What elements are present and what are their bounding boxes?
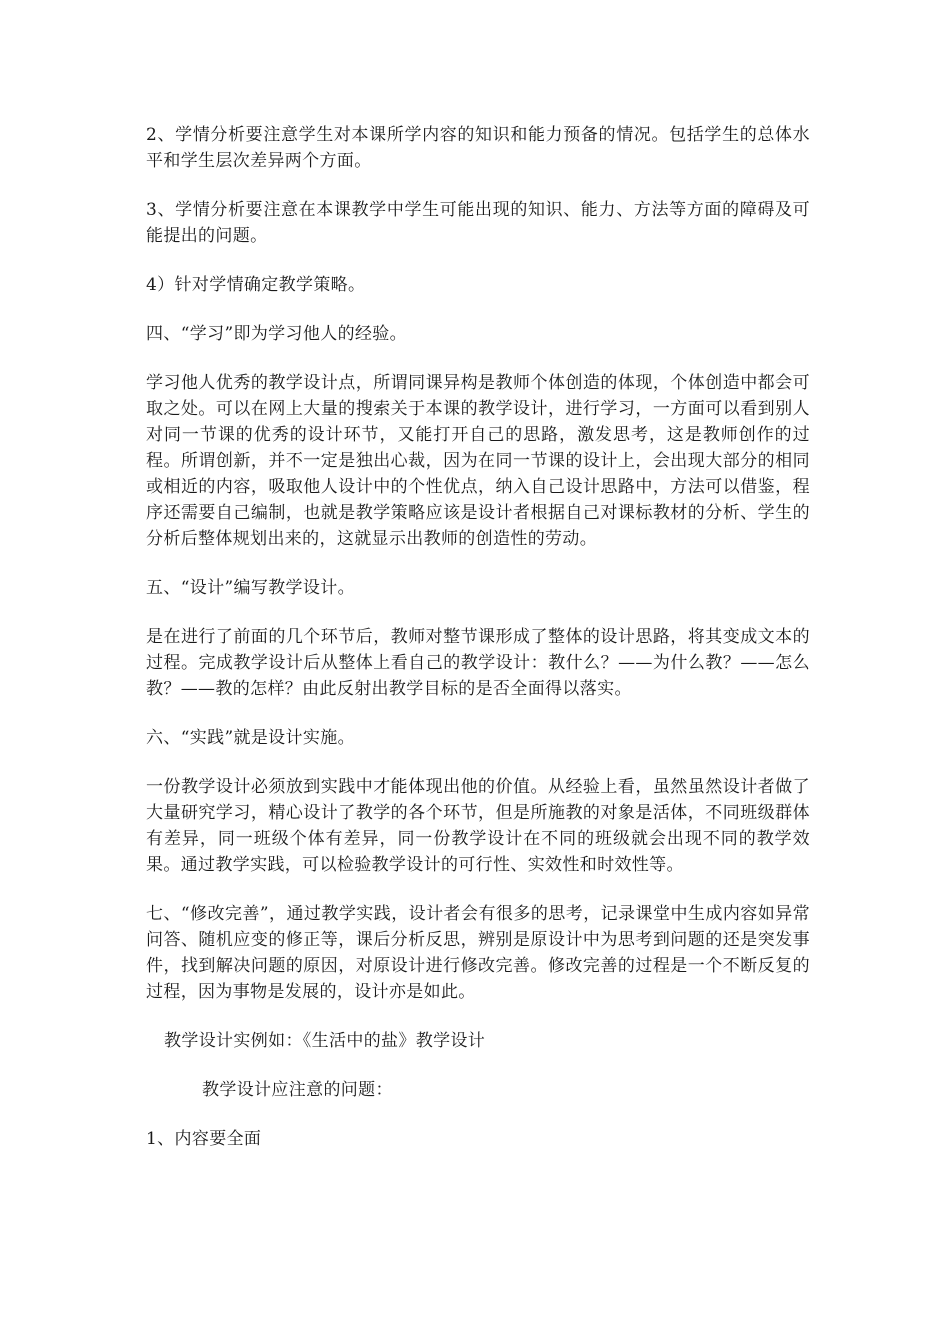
paragraph-section-7: 七、“修改完善”，通过教学实践，设计者会有很多的思考，记录课堂中生成内容如异常问答、随机应变的修正等，课后分析反思，辨别是原设计中为思考到问题的还是突发事件，找到解决问题的原因，对原设计进行修改完善。修改完善的过程是一个不断反复的过程，因为事物是发展的，设计亦是如此。	[146, 904, 810, 1002]
paragraph-note-1: 1、内容要全面	[146, 1129, 262, 1149]
heading-section-5: 五、“设计”编写教学设计。	[146, 578, 355, 598]
paragraph-section-4-body: 学习他人优秀的教学设计点，所谓同课异构是教师个体创造的体现，个体创造中都会可取之处。可以在网上大量的搜索关于本课的教学设计，进行学习，一方面可以看到别人对同一节课的优秀的设计环节，又能打开自己的思路，激发思考，这是教师创作的过程。所谓创新，并不一定是独出心裁，因为在同一节课的设计上，会出现大部分的相同或相近的内容，吸取他人设计中的个性优点，纳入自己设计思路中，方法可以借鉴，程序还需要自己编制，也就是教学策略应该是设计者根据自己对课标教材的分析、学生的分析后整体规划出来的，这就显示出教师的创造性的劳动。	[146, 373, 810, 549]
paragraph-learning-analysis-2: 2、学情分析要注意学生对本课所学内容的知识和能力预备的情况。包括学生的总体水平和学生层次差异两个方面。	[146, 125, 810, 171]
paragraph-section-6-body: 一份教学设计必须放到实践中才能体现出他的价值。从经验上看，虽然虽然设计者做了大量研究学习，精心设计了教学的各个环节，但是所施教的对象是活体，不同班级群体有差异，同一班级个体有差异，同一份教学设计在不同的班级就会出现不同的教学效果。通过教学实践，可以检验教学设计的可行性、实效性和时效性等。	[146, 777, 810, 875]
paragraph-teaching-strategy: 4）针对学情确定教学策略。	[146, 275, 366, 295]
paragraph-section-5-body: 是在进行了前面的几个环节后，教师对整节课形成了整体的设计思路，将其变成文本的过程。完成教学设计后从整体上看自己的教学设计：教什么？——为什么教？——怎么教？——教的怎样？由此反射出教学目标的是否全面得以落实。	[146, 627, 810, 699]
paragraph-learning-analysis-3: 3、学情分析要注意在本课教学中学生可能出现的知识、能力、方法等方面的障碍及可能提出的问题。	[146, 200, 810, 246]
heading-section-6: 六、“实践”就是设计实施。	[146, 728, 355, 748]
heading-section-4: 四、“学习”即为学习他人的经验。	[146, 324, 407, 344]
document-body	[146, 122, 810, 1175]
paragraph-notes-heading: 教学设计应注意的问题：	[202, 1080, 393, 1100]
paragraph-example: 教学设计实例如：《生活中的盐》教学设计	[164, 1031, 486, 1051]
